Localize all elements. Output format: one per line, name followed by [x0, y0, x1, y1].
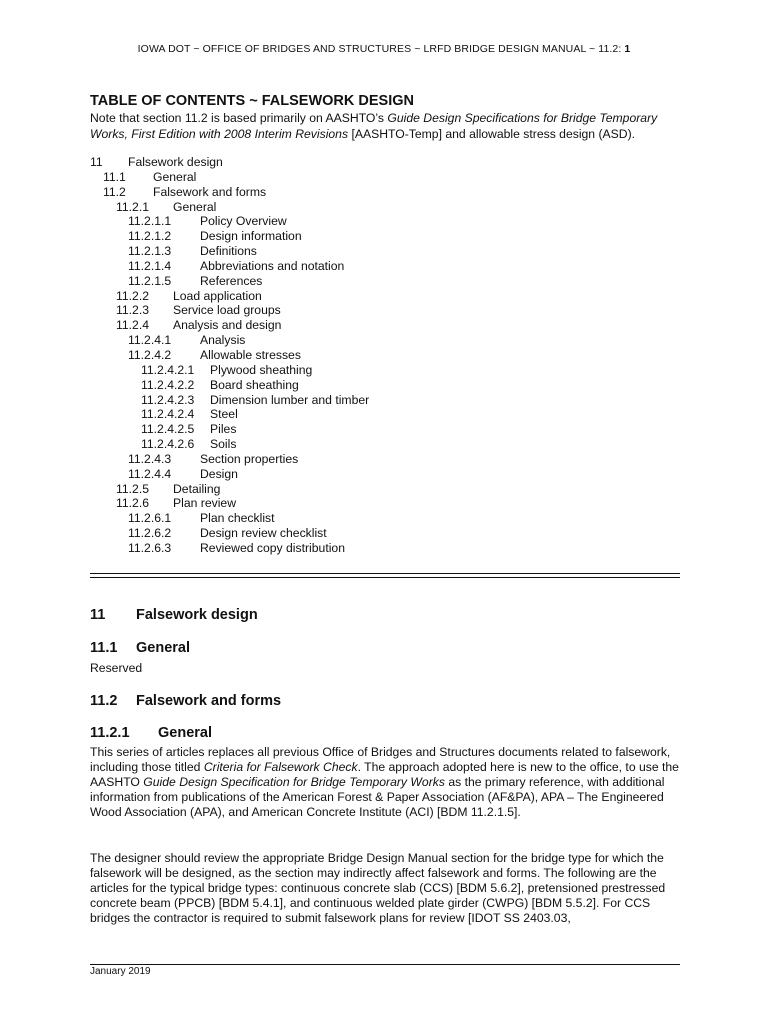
- heading-number: 11.2: [90, 693, 118, 709]
- toc-title: TABLE OF CONTENTS ~ FALSEWORK DESIGN: [90, 93, 414, 109]
- toc-entry-number: 11.2.1.1: [128, 214, 172, 229]
- toc-entry[interactable]: [90, 407, 590, 422]
- toc-entry-number: 11.2.4.2.4: [141, 407, 195, 422]
- reserved-text: Reserved: [90, 661, 143, 675]
- paragraph-text: . The approach adopted here is new to the office, to use the AASHTO: [90, 760, 679, 789]
- toc-entry[interactable]: [90, 422, 590, 437]
- toc-entry-number: 11.2.6: [116, 496, 149, 511]
- toc-entry-number: 11.2.4.3: [128, 451, 172, 466]
- toc-entry-number: 11.2: [103, 184, 126, 199]
- toc-entry[interactable]: [90, 244, 590, 259]
- toc-entry-label: Design: [200, 466, 238, 481]
- toc-entry[interactable]: [90, 437, 590, 452]
- heading-number: 11: [90, 607, 106, 623]
- toc-entry-number: 11.1: [103, 169, 126, 184]
- toc-entry-number: 11.2.4: [116, 318, 149, 333]
- heading-11-1: [90, 640, 190, 656]
- toc-entry-label: Analysis: [200, 333, 246, 348]
- paragraph-1: [90, 745, 688, 820]
- heading-title: Falsework design: [136, 607, 258, 623]
- toc-entry-label: Design review checklist: [200, 526, 327, 541]
- toc-entry-number: 11.2.4.2.2: [141, 377, 195, 392]
- toc-entry[interactable]: [90, 259, 590, 274]
- toc-entry-label: Falsework design: [128, 155, 223, 169]
- toc-entry-label: Abbreviations and notation: [200, 258, 345, 273]
- toc-list: [90, 155, 590, 556]
- toc-entry[interactable]: [90, 348, 590, 363]
- toc-note-reference: Guide Design Specifications for Bridge Temporary Works, First Edition with 2008 Interim Revisions: [90, 111, 658, 141]
- toc-entry[interactable]: [90, 318, 590, 333]
- toc-entry-number: 11: [90, 155, 103, 169]
- toc-entry-number: 11.2.1: [116, 199, 149, 214]
- toc-entry-number: 11.2.4.2.1: [141, 362, 195, 377]
- toc-entry[interactable]: [90, 155, 590, 170]
- toc-note: [90, 110, 686, 142]
- toc-entry-label: Reviewed copy distribution: [200, 540, 345, 555]
- toc-entry[interactable]: [90, 274, 590, 289]
- toc-entry-number: 11.2.6.1: [128, 511, 172, 526]
- toc-note-text-end: [AASHTO-Temp] and allowable stress design (ASD).: [348, 127, 636, 141]
- toc-entry-number: 11.2.6.3: [128, 540, 172, 555]
- toc-entry[interactable]: [90, 482, 590, 497]
- toc-entry-label: Plywood sheathing: [210, 362, 313, 377]
- heading-title: Falsework and forms: [136, 693, 282, 709]
- heading-title: General: [136, 640, 190, 656]
- heading-11-2-1: [90, 725, 212, 741]
- toc-entry-label: Detailing: [173, 481, 221, 496]
- paragraph-2: The designer should review the appropriate Bridge Design Manual section for the bridge type for which the falsework will be designed, as the section may indirectly affect falsework and forms. The following are the articles for the typical bridge types: continuous concrete slab (CCS) [BDM 5.6.2], pretensioned prestressed concrete beam (PPCB) [BDM 5.4.1], and continuous welded plate girder (CWPG) [BDM 5.5.2]. For CCS bridges the contractor is required to submit falsework plans for review [IDOT SS 2403.03,: [90, 851, 666, 925]
- paragraph-italic: Criteria for Falsework Check: [203, 760, 358, 774]
- toc-entry-number: 11.2.4.1: [128, 333, 172, 348]
- toc-entry-number: 11.2.5: [116, 481, 149, 496]
- paragraph-text: This series of articles replaces all previous Office of Bridges and Structures documents related to falsework, including those titled: [90, 745, 671, 774]
- toc-entry[interactable]: [90, 541, 590, 556]
- toc-entry[interactable]: [90, 185, 590, 200]
- toc-entry[interactable]: [90, 214, 590, 229]
- footer-date: January 2019: [90, 966, 151, 977]
- page-header: [0, 43, 768, 55]
- toc-entry-number: 11.2.1.5: [128, 273, 172, 288]
- toc-entry-number: 11.2.6.2: [128, 526, 172, 541]
- heading-11: [90, 607, 258, 623]
- toc-entry-label: References: [200, 273, 263, 288]
- toc-entry-label: Board sheathing: [210, 377, 299, 392]
- toc-entry-number: 11.2.4.2.5: [141, 422, 195, 437]
- toc-entry-label: Plan review: [173, 496, 236, 511]
- heading-number: 11.2.1: [90, 725, 130, 741]
- toc-entry-number: 11.2.4.2.6: [141, 437, 195, 452]
- toc-entry-label: Analysis and design: [173, 318, 282, 333]
- toc-entry-number: 11.2.2: [116, 288, 149, 303]
- page-number: 1: [624, 43, 631, 55]
- paragraph-text: as the primary reference, with additional information from publications of the American Forest & Paper Association (AF&PA), APA – The Engineered Wood Association (APA), and American Concrete Institute (ACI) [BDM 11.2.1.5].: [90, 775, 665, 819]
- toc-entry-label: General: [173, 199, 217, 214]
- heading-number: 11.1: [90, 640, 118, 656]
- toc-entry[interactable]: [90, 229, 590, 244]
- toc-entry[interactable]: [90, 333, 590, 348]
- toc-entry[interactable]: [90, 170, 590, 185]
- toc-entry[interactable]: [90, 526, 590, 541]
- section-divider-thin: [90, 577, 680, 578]
- paragraph-italic: Guide Design Specification for Bridge Temporary Works: [143, 775, 445, 789]
- toc-entry[interactable]: [90, 200, 590, 215]
- toc-entry-label: Allowable stresses: [200, 347, 301, 362]
- toc-entry[interactable]: [90, 467, 590, 482]
- toc-entry-label: Falsework and forms: [153, 184, 267, 199]
- toc-entry-label: Piles: [210, 422, 237, 437]
- toc-entry-label: Definitions: [200, 244, 257, 259]
- toc-entry[interactable]: [90, 378, 590, 393]
- toc-entry[interactable]: [90, 393, 590, 408]
- toc-entry-label: Load application: [173, 288, 262, 303]
- toc-entry-label: Soils: [210, 437, 237, 452]
- toc-entry-number: 11.2.1.4: [128, 258, 172, 273]
- toc-entry-label: Service load groups: [173, 303, 281, 318]
- toc-entry-label: Plan checklist: [200, 511, 275, 526]
- toc-entry-label: Policy Overview: [200, 214, 287, 229]
- toc-note-text: Note that section 11.2 is based primarily on AASHTO’s: [90, 111, 388, 125]
- toc-entry-number: 11.2.4.2.3: [141, 392, 195, 407]
- toc-entry[interactable]: [90, 289, 590, 304]
- toc-entry-label: General: [153, 169, 197, 184]
- toc-entry-number: 11.2.1.3: [128, 244, 172, 259]
- toc-entry-number: 11.2.3: [116, 303, 149, 318]
- section-divider: [90, 573, 680, 574]
- toc-entry[interactable]: [90, 496, 590, 511]
- header-text: IOWA DOT ~ OFFICE OF BRIDGES AND STRUCTURES ~ LRFD BRIDGE DESIGN MANUAL ~ 11.2:: [137, 43, 625, 55]
- toc-entry[interactable]: [90, 303, 590, 318]
- toc-entry-number: 11.2.4.2: [128, 347, 172, 362]
- toc-entry-label: Dimension lumber and timber: [210, 392, 370, 407]
- toc-entry-label: Steel: [210, 407, 238, 422]
- toc-entry-number: 11.2.4.4: [128, 466, 172, 481]
- heading-11-2: [90, 693, 281, 709]
- toc-entry-number: 11.2.1.2: [128, 229, 172, 244]
- toc-entry[interactable]: [90, 452, 590, 467]
- footer-divider: [90, 964, 680, 965]
- toc-entry[interactable]: [90, 363, 590, 378]
- toc-entry-label: Section properties: [200, 451, 299, 466]
- toc-entry[interactable]: [90, 511, 590, 526]
- toc-entry-label: Design information: [200, 229, 302, 244]
- heading-title: General: [158, 725, 212, 741]
